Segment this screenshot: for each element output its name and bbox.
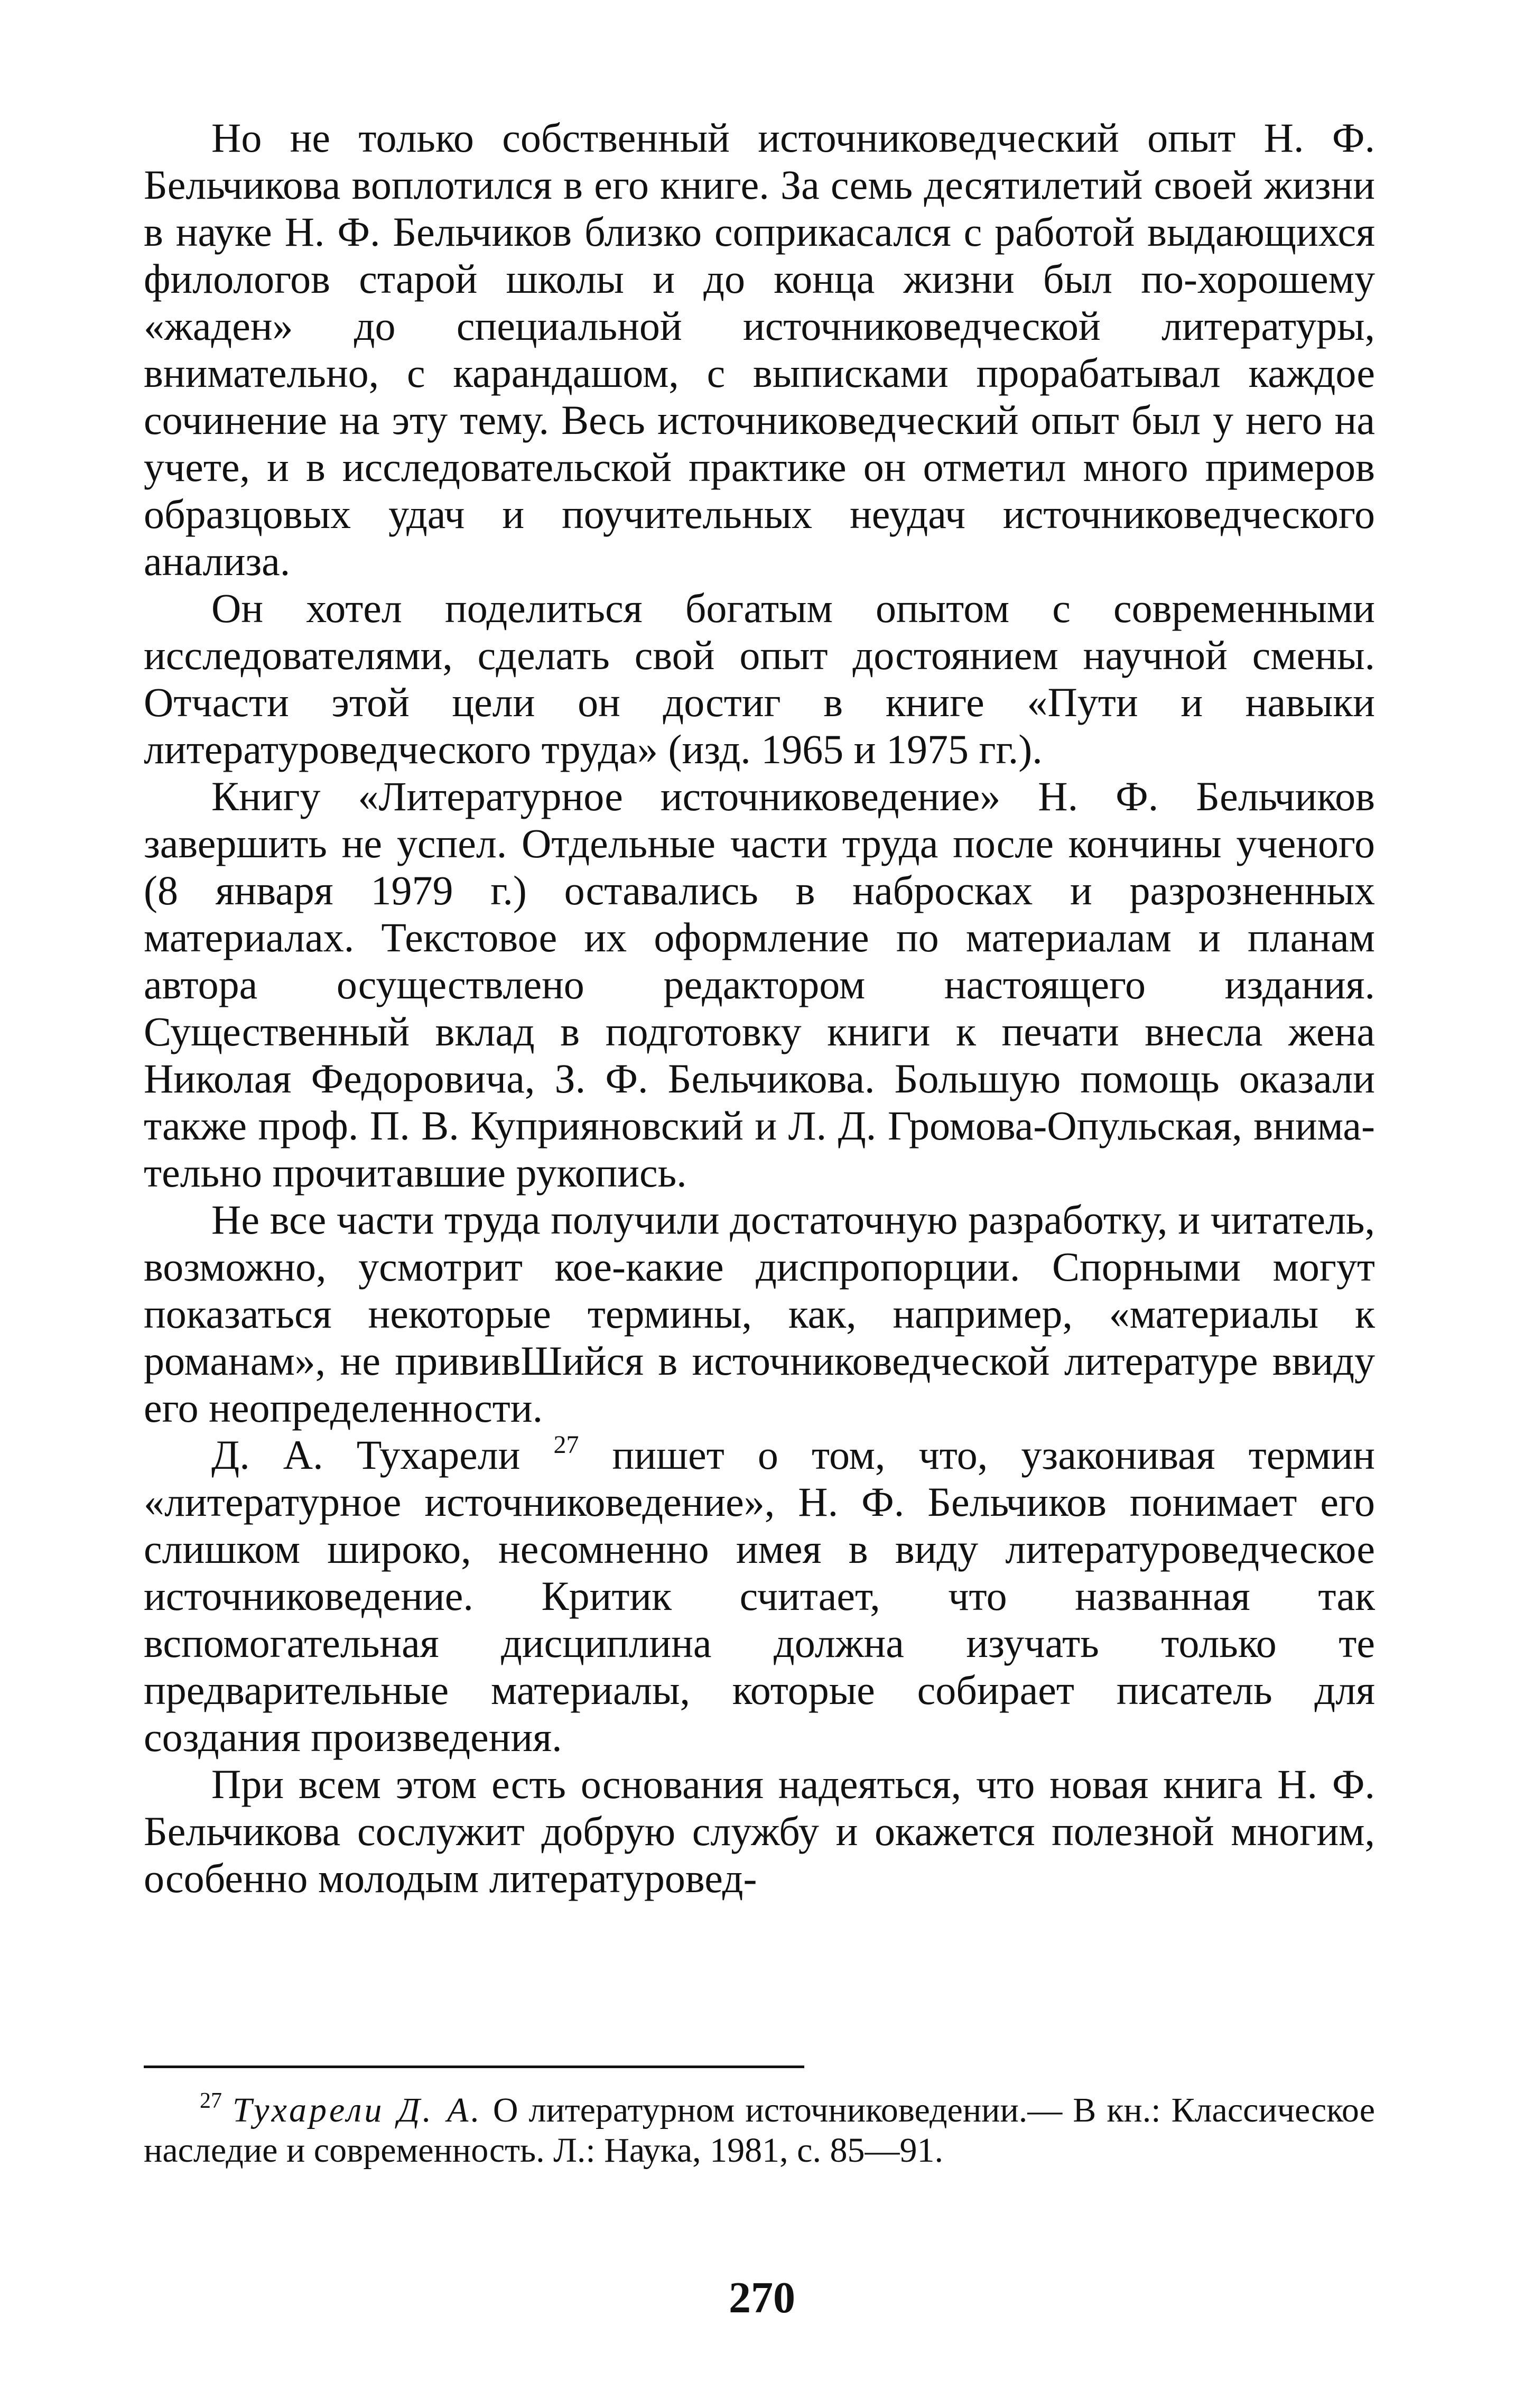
paragraph-5 [144,1431,1375,1761]
footnote [144,2090,1375,2171]
footnote-number: 27 [200,2089,222,2113]
paragraph-5-rest: пишет о том, что, узаконивая термин «литературное источниковедение», Н. Ф. Бельчиков понимает его слишком широко, несомненно имея в виду литературоведческое источниковедение. Критик считает, что названная так вспомогательная дисциплина должна изучать только те предварительные материалы, которые собирает писатель для создания произведения. [144,1432,1375,1760]
footnote-reference-marker: 27 [553,1431,579,1459]
page-number: 270 [729,2273,795,2322]
footnote-text: О литературном источниковедении.— В кн.: Классическое наследие и современность. Л.: Наука, 1981, с. 85—91. [144,2091,1375,2170]
footnote-divider [144,2066,804,2068]
footnote-author: Тухарели Д. А. [233,2091,482,2129]
paragraph-3: Книгу «Литературное источниковедение» Н. Ф. Бельчиков завершить не успел. Отдельные части труда после кончины ученого (8 января 1979 г.) оставались в набросках и разрозненных материалах. Текстовое их оформление по материалам и планам автора осуществлено редактором настоящего издания. Существенный вклад в подготовку книги к печати внесла жена Николая Федоровича, З. Ф. Бельчикова. Большую помощь оказали также проф. П. В. Куприяновский и Л. Д. Громова-Опульская, внимательно прочитавшие рукопись. [144,773,1375,1196]
paragraph-5-start: Д. А. Тухарели [211,1432,521,1478]
main-text [144,114,1375,1902]
paragraph-4: Не все части труда получили достаточную разработку, и читатель, возможно, усмотрит кое-какие диспропорции. Спорными могут показаться некоторые термины, как, например, «материалы к романам», не прививШийся в источниковедческой литературе ввиду его неопределенности. [144,1197,1375,1431]
paragraph-6: При всем этом есть основания надеяться, что новая книга Н. Ф. Бельчикова сослужит добрую службу и окажется полезной многим, особенно молодым литературовед- [144,1761,1375,1901]
paragraph-2: Он хотел поделиться богатым опытом с современными исследователями, сделать свой опыт достоянием научной смены. Отчасти этой цели он достиг в книге «Пути и навыки литературоведческого труда» (изд. 1965 и 1975 гг.). [144,585,1375,772]
paragraph-1: Но не только собственный источниковедческий опыт Н. Ф. Бельчикова воплотился в его книге. За семь десятилетий своей жизни в науке Н. Ф. Бельчиков близко соприкасался с работой выдающихся филологов старой школы и до конца жизни был по-хорошему «жаден» до специальной источниковедческой литературы, внимательно, с карандашом, с выписками прорабатывал каждое сочинение на эту тему. Весь источниковедческий опыт был у него на учете, и в исследовательской практике он отметил много примеров образцовых удач и поучительных неудач источниковедческого анализа. [144,115,1375,584]
